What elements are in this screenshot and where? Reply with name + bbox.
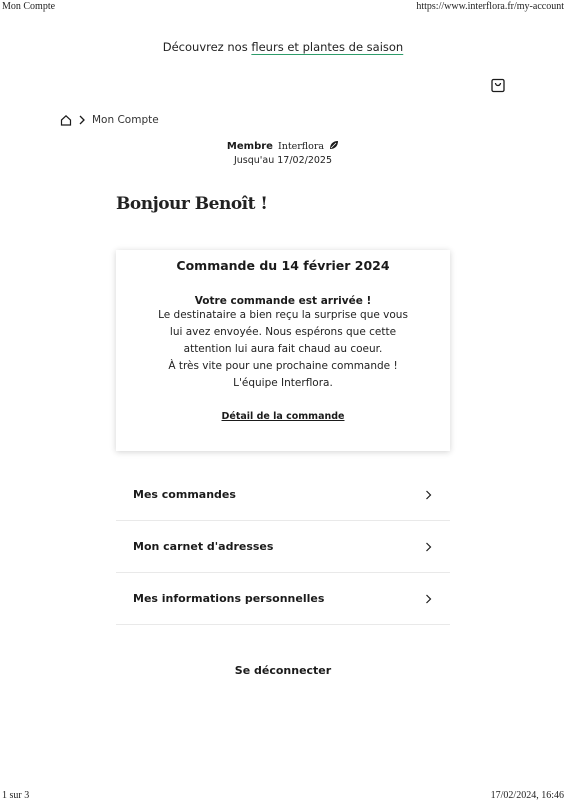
membership-brand: Interflora (277, 141, 325, 152)
chevron-right-icon (425, 594, 432, 604)
order-card (116, 250, 450, 451)
menu-item-orders[interactable] (116, 469, 450, 521)
membership-info (0, 140, 566, 166)
membership-validity: Jusqu'au 17/02/2025 (233, 155, 333, 166)
leaf-icon (329, 140, 339, 153)
order-detail-link[interactable]: Détail de la commande (221, 411, 345, 422)
print-datetime: 17/02/2024, 16:46 (490, 790, 564, 800)
order-message-line: À très vite pour une prochaine commande ! (168, 360, 398, 372)
order-message-title: Votre commande est arrivée ! (194, 295, 372, 307)
menu-item-label: Mon carnet d'adresses (133, 540, 274, 553)
print-page-url: https://www.interflora.fr/my-account (416, 1, 564, 12)
menu-item-address-book[interactable] (116, 521, 450, 573)
order-message-line: L'équipe Interflora. (233, 377, 333, 389)
print-page-count: 1 sur 3 (2, 790, 30, 800)
order-title: Commande du 14 février 2024 (176, 258, 390, 273)
order-message (116, 307, 450, 392)
logout-button[interactable]: Se déconnecter (234, 664, 332, 677)
chevron-right-icon (78, 115, 86, 125)
order-message-line: attention lui aura fait chaud au coeur. (183, 343, 383, 355)
order-message-line: Le destinataire a bien reçu la surprise que vous (158, 309, 408, 321)
menu-item-label: Mes commandes (133, 488, 236, 501)
order-message-line: lui avez envoyée. Nous espérons que cette (169, 326, 397, 338)
promo-link[interactable]: fleurs et plantes de saison (251, 40, 404, 54)
menu-item-personal-info[interactable] (116, 573, 450, 625)
promo-text: Découvrez nos (162, 40, 248, 54)
greeting-title: Bonjour Benoît ! (116, 194, 268, 214)
membership-label: Membre (226, 141, 273, 152)
breadcrumb-current: Mon Compte (92, 114, 159, 126)
chevron-right-icon (425, 542, 432, 552)
menu-item-label: Mes informations personnelles (133, 592, 325, 605)
print-page-title: Mon Compte (2, 1, 56, 12)
account-menu (116, 469, 450, 625)
home-icon[interactable] (60, 114, 72, 126)
chevron-right-icon (425, 490, 432, 500)
promo-banner (0, 40, 566, 54)
breadcrumb (60, 114, 159, 126)
shopping-bag-icon[interactable] (487, 73, 509, 95)
